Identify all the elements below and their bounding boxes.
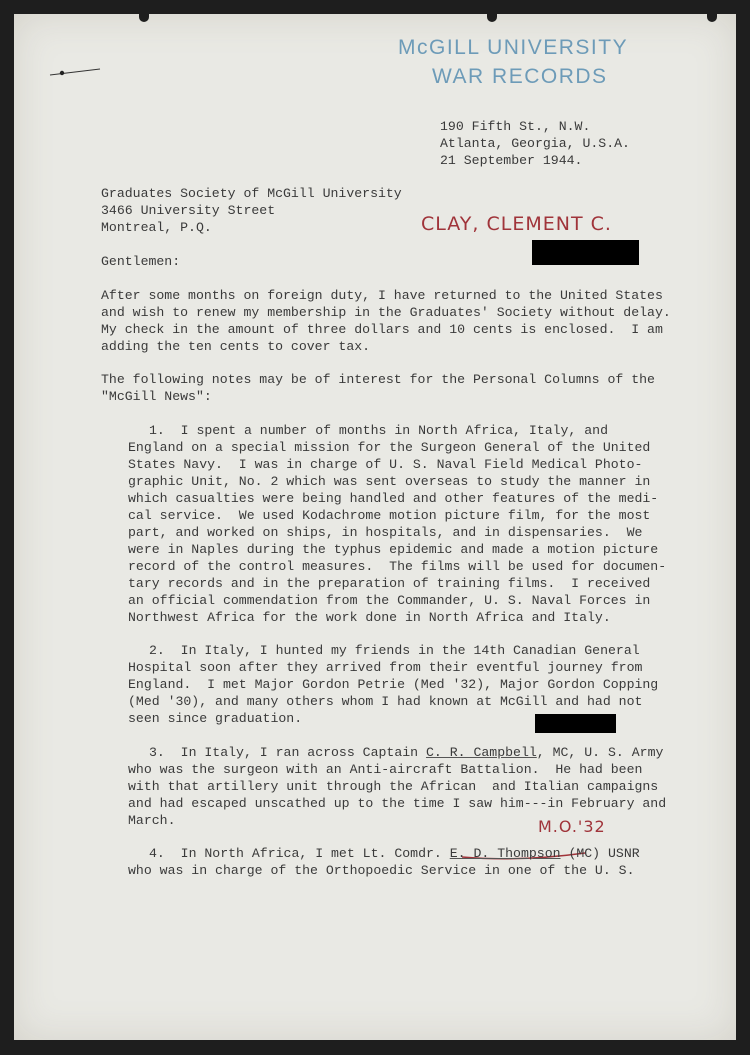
- recipient-line3: Montreal, P.Q.: [101, 220, 212, 235]
- item3-line: and had escaped unscathed up to the time I saw him---in February and: [128, 796, 667, 811]
- item2-line: (Med '30), and many others whom I had known at McGill and had not: [128, 694, 643, 709]
- item1-line: record of the control measures. The films will be used for documen-: [128, 559, 667, 574]
- item2-line: Hospital soon after they arrived from their eventful journey from: [128, 660, 643, 675]
- item3-line: who was the surgeon with an Anti-aircraft Battalion. He had been: [128, 762, 643, 777]
- intro-line: My check in the amount of three dollars and 10 cents is enclosed. I am: [101, 322, 663, 337]
- intro-line: After some months on foreign duty, I have returned to the United States: [101, 288, 663, 303]
- item1-line: States Navy. I was in charge of U. S. Naval Field Medical Photo-: [128, 457, 643, 472]
- recipient-line2: 3466 University Street: [101, 203, 276, 218]
- item4-text: (MC) USNR: [560, 846, 640, 861]
- letter-date: 21 September 1944.: [440, 153, 583, 168]
- handwritten-name: CLAY, CLEMENT C.: [421, 213, 612, 235]
- item1-line: tary records and in the preparation of training films. I received: [128, 576, 651, 591]
- item1-line: Northwest Africa for the work done in North Africa and Italy.: [128, 610, 611, 625]
- item2-line: seen since graduation.: [128, 711, 303, 726]
- item1-line: 1. I spent a number of months in North Africa, Italy, and: [149, 423, 608, 438]
- item1-line: were in Naples during the typhus epidemic and made a motion picture: [128, 542, 659, 557]
- item4-line: [149, 845, 640, 862]
- sender-street: 190 Fifth St., N.W.: [440, 119, 591, 134]
- item1-line: which casualties were being handled and other features of the medi-: [128, 491, 659, 506]
- sender-city: Atlanta, Georgia, U.S.A.: [440, 136, 630, 151]
- intro-line: and wish to renew my membership in the Graduates' Society without delay.: [101, 305, 671, 320]
- item1-line: England on a special mission for the Surgeon General of the United: [128, 440, 651, 455]
- handwritten-note: M.O.'32: [538, 817, 606, 836]
- person-name: C. R. Campbell: [425, 745, 537, 760]
- salutation: Gentlemen:: [101, 254, 181, 269]
- item2-line: 2. In Italy, I hunted my friends in the 14th Canadian General: [149, 643, 640, 658]
- item3-line: [149, 744, 663, 761]
- notes-intro-line: The following notes may be of interest for the Personal Columns of the: [101, 372, 655, 387]
- person-name: E. D. Thompson: [449, 846, 561, 861]
- item3-text: , MC, U. S. Army: [536, 745, 664, 760]
- item1-line: an official commendation from the Commander, U. S. Naval Forces in: [128, 593, 651, 608]
- item3-line: with that artillery unit through the African and Italian campaigns: [128, 779, 659, 794]
- item2-line: England. I met Major Gordon Petrie (Med '32), Major Gordon Copping: [128, 677, 659, 692]
- item1-line: graphic Unit, No. 2 which was sent overseas to study the manner in: [128, 474, 651, 489]
- notes-intro-line: "McGill News":: [101, 389, 212, 404]
- redaction-box: [532, 240, 639, 265]
- item4-line: who was in charge of the Orthopoedic Service in one of the U. S.: [128, 863, 635, 878]
- item4-text: 4. In North Africa, I met Lt. Comdr.: [149, 846, 450, 861]
- item1-line: cal service. We used Kodachrome motion picture film, for the most: [128, 508, 651, 523]
- recipient-line1: Graduates Society of McGill University: [101, 186, 402, 201]
- intro-line: adding the ten cents to cover tax.: [101, 339, 371, 354]
- item3-line: March.: [128, 813, 176, 828]
- war-records-stamp-line1: McGILL UNIVERSITY: [398, 36, 629, 59]
- war-records-stamp-line2: WAR RECORDS: [432, 65, 608, 88]
- item3-text: 3. In Italy, I ran across Captain: [149, 745, 426, 760]
- redaction-box: [535, 714, 616, 733]
- item1-line: part, and worked on ships, in hospitals, and in dispensaries. We: [128, 525, 643, 540]
